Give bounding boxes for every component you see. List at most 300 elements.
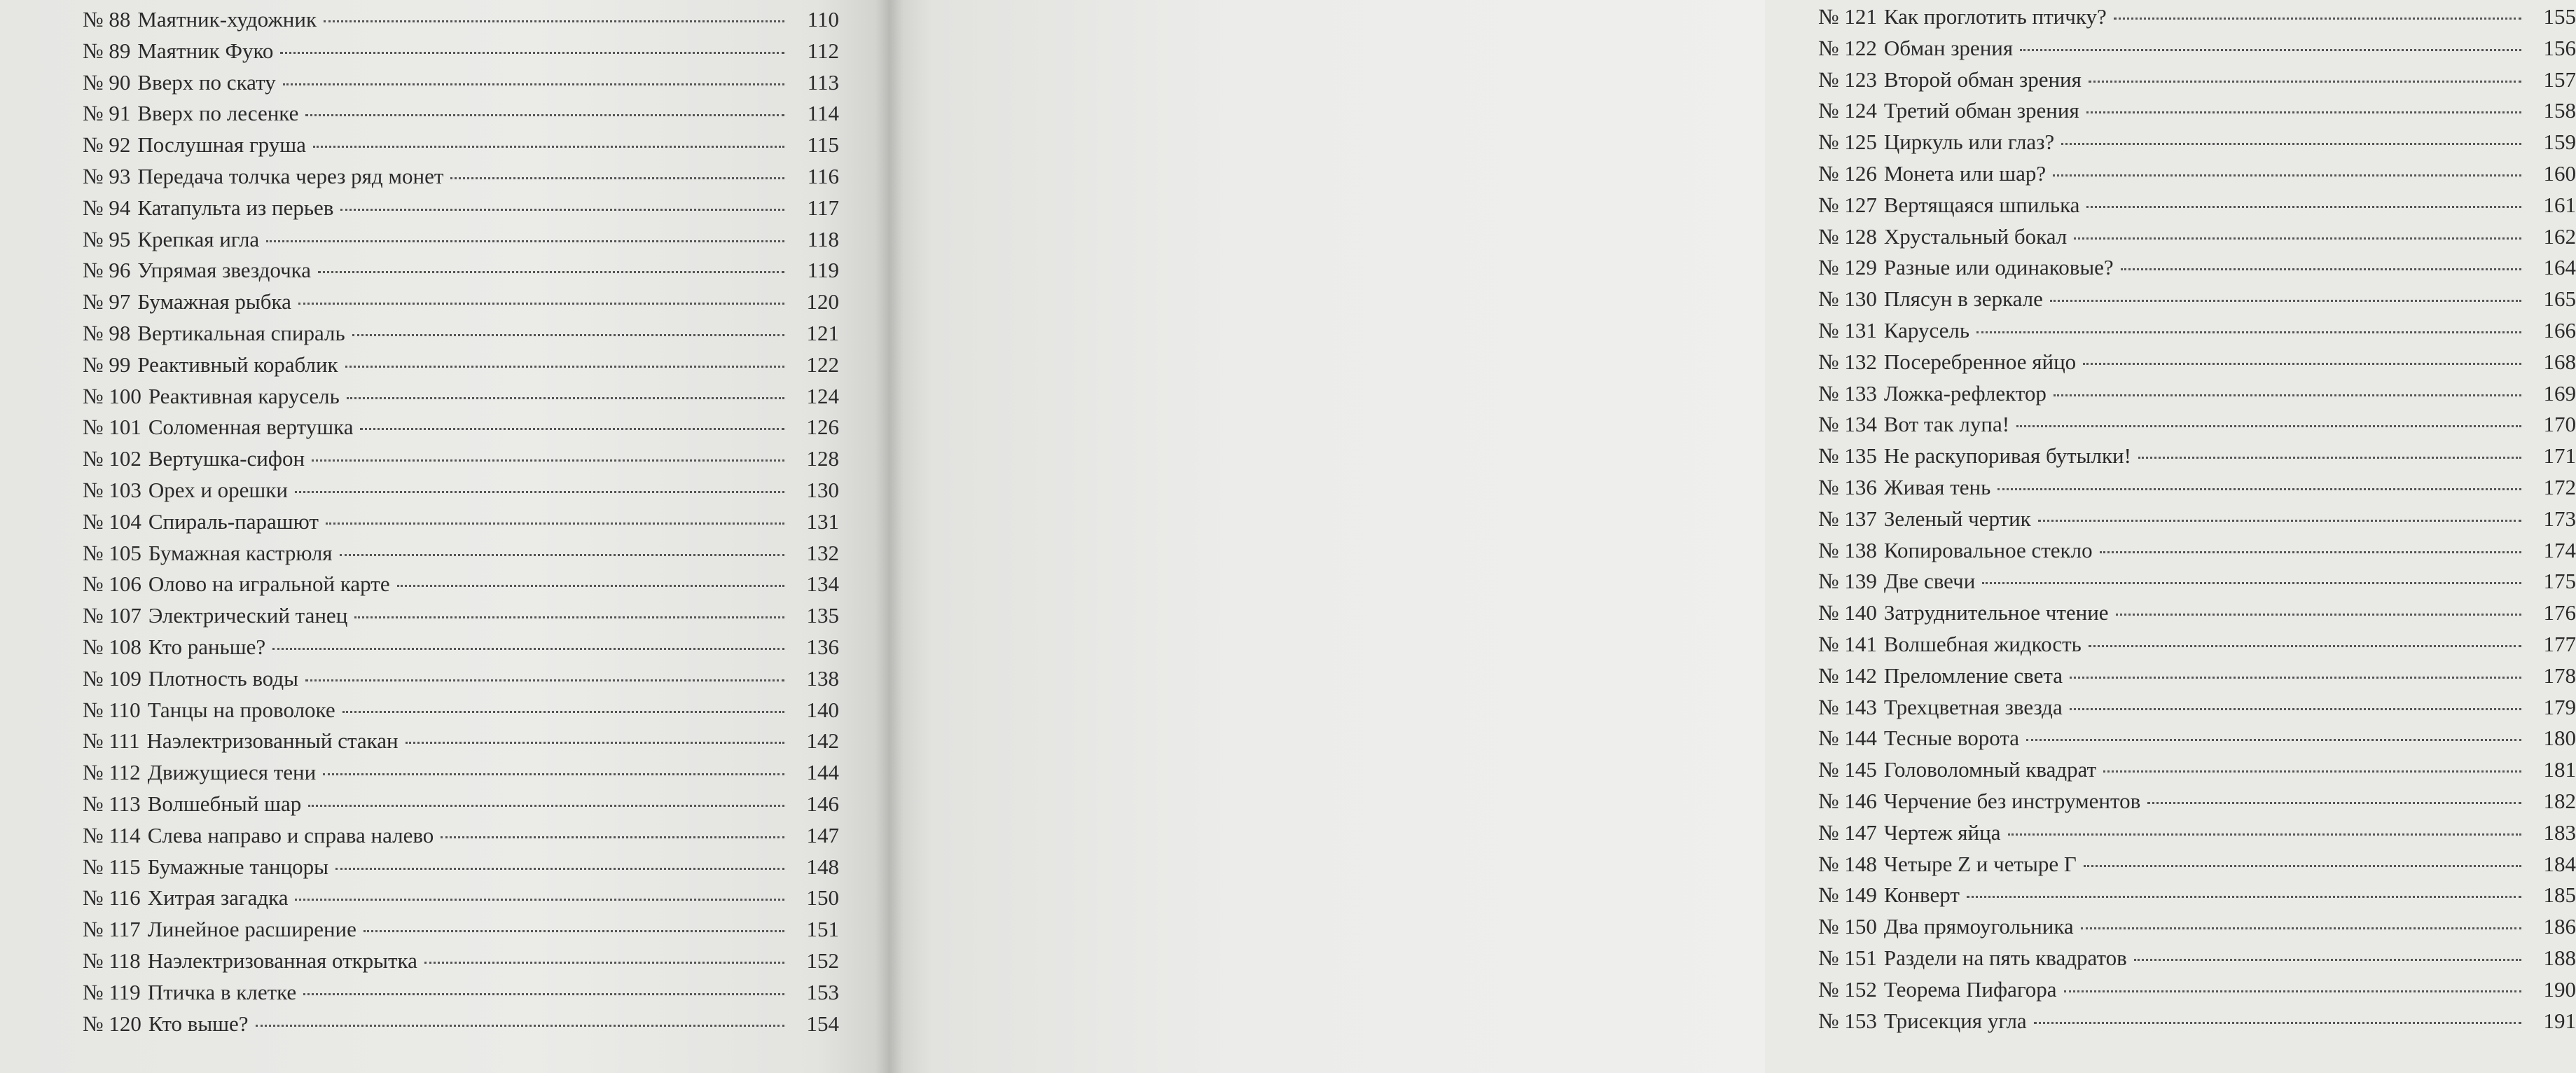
toc-dot-leader <box>2053 174 2521 176</box>
toc-entry-number: № 126 <box>1818 160 1877 186</box>
toc-entry-number: № 143 <box>1818 694 1877 719</box>
toc-dot-leader <box>283 83 784 85</box>
toc-entry-title: Электрический танец <box>148 603 348 628</box>
toc-entry-title: Теорема Пифагора <box>1883 976 2057 1002</box>
toc-entry-number: № 149 <box>1818 882 1877 908</box>
toc-entry-page: 122 <box>806 352 839 377</box>
toc-entry <box>1818 190 2576 221</box>
toc-entry-number: № 151 <box>1818 945 1877 970</box>
toc-dot-leader <box>272 648 784 650</box>
toc-entry-page: 121 <box>806 320 839 345</box>
toc-entry <box>83 632 839 663</box>
toc-entry-number: № 92 <box>83 132 131 158</box>
toc-entry <box>83 569 839 600</box>
toc-entry <box>83 820 839 852</box>
toc-entry-page: 132 <box>806 540 839 565</box>
toc-entry-title: Волшебный шар <box>147 791 302 816</box>
toc-entry-page: 126 <box>806 415 839 440</box>
toc-entry-page: 142 <box>806 728 839 754</box>
toc-entry-number: № 121 <box>1818 4 1877 29</box>
toc-entry-title: Живая тень <box>1883 474 1991 499</box>
toc-entry-number: № 95 <box>83 226 131 251</box>
toc-entry-title: Линейное расширение <box>147 917 356 942</box>
toc-dot-leader <box>2020 49 2521 51</box>
toc-entry-number: № 111 <box>83 728 140 754</box>
toc-entry-page: 188 <box>2543 945 2576 970</box>
toc-entry-number: № 132 <box>1818 349 1877 374</box>
toc-entry-title: Маятник-художник <box>137 7 317 32</box>
toc-entry-page: 113 <box>807 69 839 95</box>
toc-entry-page: 134 <box>806 572 839 597</box>
toc-dot-leader <box>2034 1022 2521 1024</box>
toc-dot-leader <box>2083 363 2521 365</box>
toc-entry <box>83 443 839 475</box>
toc-entry <box>1818 786 2576 817</box>
toc-dot-leader <box>2016 425 2521 427</box>
toc-dot-leader <box>280 52 784 54</box>
toc-entry-page: 130 <box>806 477 839 502</box>
toc-entry-page: 154 <box>806 1011 839 1036</box>
toc-entry <box>83 852 839 883</box>
toc-entry-page: 182 <box>2543 788 2576 813</box>
toc-entry-number: № 153 <box>1818 1008 1877 1033</box>
toc-entry-page: 112 <box>807 38 839 63</box>
toc-entry <box>1818 849 2576 880</box>
toc-entry-title: Разные или одинаковые? <box>1883 255 2114 280</box>
toc-entry-page: 161 <box>2543 192 2576 217</box>
toc-entry-title: Конверт <box>1883 882 1960 908</box>
toc-entry-number: № 147 <box>1818 819 1877 845</box>
toc-entry-page: 117 <box>807 195 839 220</box>
toc-entry-title: Вверх по лесенке <box>137 101 299 126</box>
toc-entry-number: № 102 <box>83 446 141 471</box>
toc-entry-title: Тесные ворота <box>1883 726 2020 751</box>
left-toc-list <box>83 4 839 1039</box>
toc-entry <box>83 663 839 695</box>
toc-entry <box>1818 284 2576 315</box>
toc-entry-title: Чертеж яйца <box>1883 819 2001 845</box>
toc-entry <box>83 1009 839 1040</box>
toc-entry-page: 140 <box>806 697 839 722</box>
toc-entry-page: 180 <box>2543 726 2576 751</box>
toc-entry-page: 136 <box>806 634 839 659</box>
toc-entry-number: № 91 <box>83 101 131 126</box>
toc-entry-title: Соломенная вертушка <box>148 415 354 440</box>
toc-entry-title: Движущиеся тени <box>147 760 317 785</box>
toc-entry-title: Зеленый чертик <box>1883 506 2031 531</box>
toc-dot-leader <box>424 962 784 964</box>
toc-entry-page: 172 <box>2543 474 2576 499</box>
toc-dot-leader <box>313 146 784 148</box>
toc-entry <box>1818 629 2576 660</box>
toc-entry-title: Реактивный кораблик <box>137 352 338 377</box>
toc-dot-leader <box>406 742 784 744</box>
toc-entry-page: 151 <box>806 917 839 942</box>
toc-dot-leader <box>256 1025 784 1027</box>
toc-entry-title: Бумажная кастрюля <box>148 540 333 565</box>
toc-entry-number: № 89 <box>83 38 131 63</box>
toc-dot-leader <box>2054 394 2521 396</box>
toc-entry-page: 114 <box>807 101 839 126</box>
toc-dot-leader <box>2084 865 2521 867</box>
toc-entry-number: № 120 <box>83 1011 141 1036</box>
toc-dot-leader <box>1982 582 2521 584</box>
left-page <box>0 0 888 1073</box>
right-page <box>888 0 2576 1073</box>
toc-dot-leader <box>1976 331 2521 333</box>
toc-entry-title: Вот так лупа! <box>1883 412 2010 437</box>
toc-entry-number: № 112 <box>83 760 141 785</box>
toc-entry-page: 159 <box>2543 130 2576 155</box>
toc-entry-title: Два прямоугольника <box>1883 914 2074 939</box>
toc-dot-leader <box>2086 111 2521 113</box>
toc-entry <box>1818 566 2576 597</box>
toc-entry-page: 191 <box>2543 1008 2576 1033</box>
toc-entry <box>83 224 839 256</box>
toc-entry <box>83 506 839 538</box>
toc-dot-leader <box>352 334 784 336</box>
toc-entry-number: № 136 <box>1818 474 1877 499</box>
toc-entry-page: 169 <box>2543 380 2576 406</box>
toc-entry <box>83 161 839 193</box>
toc-entry-title: Копировальное стекло <box>1883 537 2093 562</box>
toc-entry-title: Послушная груша <box>137 132 306 158</box>
toc-entry <box>1818 974 2576 1006</box>
toc-dot-leader <box>1997 488 2521 490</box>
toc-entry-number: № 140 <box>1818 600 1877 625</box>
toc-dot-leader <box>2134 959 2521 961</box>
toc-dot-leader <box>354 616 784 618</box>
toc-entry-number: № 138 <box>1818 537 1877 562</box>
toc-entry-number: № 129 <box>1818 255 1877 280</box>
toc-dot-leader <box>340 554 784 556</box>
toc-entry-page: 178 <box>2543 663 2576 688</box>
toc-entry-title: Четыре Z и четыре Г <box>1883 851 2077 876</box>
toc-entry <box>1818 221 2576 253</box>
toc-entry-number: № 124 <box>1818 98 1877 123</box>
toc-entry-title: Как проглотить птичку? <box>1883 4 2107 29</box>
toc-entry-number: № 123 <box>1818 67 1877 92</box>
toc-entry-number: № 150 <box>1818 914 1877 939</box>
toc-entry-page: 124 <box>806 383 839 408</box>
toc-entry-page: 156 <box>2543 35 2576 60</box>
toc-entry-number: № 109 <box>83 665 141 691</box>
toc-dot-leader <box>340 209 784 211</box>
toc-entry-title: Циркуль или глаз? <box>1883 130 2055 155</box>
toc-entry-page: 128 <box>806 446 839 471</box>
toc-entry <box>1818 723 2576 754</box>
toc-dot-leader <box>295 899 784 901</box>
toc-entry-title: Головоломный квадрат <box>1883 757 2097 782</box>
toc-entry <box>1818 817 2576 849</box>
toc-dot-leader <box>363 930 784 932</box>
toc-entry <box>1818 127 2576 158</box>
toc-entry-number: № 117 <box>83 917 141 942</box>
toc-entry-page: 150 <box>806 885 839 911</box>
toc-entry-number: № 93 <box>83 163 131 188</box>
toc-entry-page: 165 <box>2543 286 2576 312</box>
toc-entry-number: № 141 <box>1818 631 1877 656</box>
toc-entry-number: № 101 <box>83 415 141 440</box>
toc-entry <box>1818 347 2576 378</box>
toc-entry-page: 135 <box>806 603 839 628</box>
toc-entry <box>83 381 839 413</box>
toc-dot-leader <box>2103 770 2521 773</box>
toc-entry-number: № 145 <box>1818 757 1877 782</box>
toc-entry <box>83 977 839 1009</box>
toc-entry <box>1818 409 2576 441</box>
toc-entry <box>83 130 839 161</box>
toc-dot-leader <box>2070 708 2521 710</box>
toc-entry <box>83 538 839 569</box>
toc-entry <box>83 36 839 67</box>
toc-entry-page: 166 <box>2543 317 2576 342</box>
toc-entry-page: 148 <box>806 854 839 879</box>
toc-entry-page: 185 <box>2543 882 2576 908</box>
toc-dot-leader <box>312 459 784 462</box>
toc-entry-title: Спираль-парашют <box>148 508 319 534</box>
toc-entry-page: 118 <box>807 226 839 251</box>
toc-dot-leader <box>450 177 784 179</box>
toc-entry-number: № 127 <box>1818 192 1877 217</box>
toc-entry-page: 179 <box>2543 694 2576 719</box>
toc-dot-leader <box>347 397 784 399</box>
toc-entry-page: 115 <box>807 132 839 158</box>
toc-entry-page: 119 <box>807 258 839 283</box>
toc-entry-page: 147 <box>806 822 839 847</box>
toc-dot-leader <box>441 836 784 838</box>
toc-entry-number: № 135 <box>1818 443 1877 469</box>
toc-entry-title: Волшебная жидкость <box>1883 631 2082 656</box>
toc-entry-page: 144 <box>806 760 839 785</box>
toc-entry-title: Карусель <box>1883 317 1969 342</box>
toc-entry <box>1818 943 2576 974</box>
toc-dot-leader <box>2008 833 2522 836</box>
toc-entry-number: № 97 <box>83 289 131 314</box>
toc-entry-title: Танцы на проволоке <box>147 697 335 722</box>
toc-entry-number: № 134 <box>1818 412 1877 437</box>
toc-entry-number: № 96 <box>83 258 131 283</box>
toc-dot-leader <box>2070 677 2521 679</box>
toc-entry-title: Черчение без инструментов <box>1883 788 2141 813</box>
toc-dot-leader <box>2038 520 2521 522</box>
toc-entry <box>83 193 839 224</box>
toc-dot-leader <box>2100 551 2521 553</box>
toc-entry <box>83 757 839 789</box>
toc-entry-number: № 148 <box>1818 851 1877 876</box>
toc-entry-number: № 146 <box>1818 788 1877 813</box>
toc-entry-title: Третий обман зрения <box>1883 98 2079 123</box>
toc-entry <box>1818 754 2576 786</box>
toc-entry-number: № 118 <box>83 948 141 973</box>
toc-entry <box>1818 252 2576 284</box>
toc-entry-title: Вертящаяся шпилька <box>1883 192 2080 217</box>
toc-entry <box>83 98 839 130</box>
toc-entry-page: 146 <box>806 791 839 816</box>
toc-entry <box>1818 441 2576 472</box>
toc-entry-title: Обман зрения <box>1883 35 2014 60</box>
toc-entry <box>83 914 839 946</box>
toc-entry-number: № 137 <box>1818 506 1877 531</box>
toc-entry-page: 190 <box>2543 976 2576 1002</box>
toc-entry-page: 116 <box>807 163 839 188</box>
toc-entry-number: № 115 <box>83 854 141 879</box>
toc-dot-leader <box>360 428 784 430</box>
toc-entry-number: № 103 <box>83 477 141 502</box>
toc-entry-title: Кто раньше? <box>148 634 266 659</box>
toc-dot-leader <box>1967 896 2521 898</box>
toc-entry-title: Маятник Фуко <box>137 38 274 63</box>
toc-entry <box>83 412 839 443</box>
toc-entry <box>83 255 839 286</box>
toc-dot-leader <box>2121 268 2521 270</box>
toc-dot-leader <box>2089 645 2521 647</box>
toc-dot-leader <box>2086 206 2521 208</box>
toc-entry-number: № 98 <box>83 320 131 345</box>
toc-entry-number: № 107 <box>83 603 141 628</box>
toc-entry <box>1818 1006 2576 1037</box>
toc-entry <box>83 600 839 632</box>
toc-entry <box>83 946 839 977</box>
toc-entry-page: 181 <box>2543 757 2576 782</box>
toc-entry-number: № 139 <box>1818 569 1877 594</box>
toc-entry <box>83 349 839 381</box>
toc-entry-page: 186 <box>2543 914 2576 939</box>
toc-entry-title: Олово на игральной карте <box>148 572 390 597</box>
toc-entry-page: 173 <box>2543 506 2576 531</box>
toc-entry <box>1818 33 2576 64</box>
toc-entry-number: № 119 <box>83 979 141 1004</box>
toc-entry-title: Орех и орешки <box>148 477 288 502</box>
toc-entry-title: Наэлектризованная открытка <box>147 948 417 973</box>
toc-entry-page: 138 <box>806 665 839 691</box>
toc-entry-title: Трехцветная звезда <box>1883 694 2063 719</box>
toc-dot-leader <box>397 585 784 587</box>
toc-entry-title: Вверх по скату <box>137 69 276 95</box>
toc-entry-title: Посеребренное яйцо <box>1883 349 2077 374</box>
toc-entry-number: № 152 <box>1818 976 1877 1002</box>
toc-entry <box>1818 1 2576 33</box>
toc-entry <box>1818 315 2576 347</box>
toc-entry-title: Преломление света <box>1883 663 2063 688</box>
toc-entry-title: Слева направо и справа налево <box>147 822 434 847</box>
toc-entry-page: 171 <box>2543 443 2576 469</box>
toc-entry-number: № 116 <box>83 885 141 911</box>
toc-entry <box>1818 660 2576 692</box>
toc-dot-leader <box>2138 457 2521 459</box>
toc-dot-leader <box>2061 143 2521 145</box>
toc-entry-title: Плотность воды <box>148 665 299 691</box>
toc-entry-title: Вертушка-сифон <box>148 446 305 471</box>
toc-dot-leader <box>2089 81 2521 83</box>
toc-entry <box>83 789 839 820</box>
toc-entry-number: № 114 <box>83 822 141 847</box>
toc-entry-page: 164 <box>2543 255 2576 280</box>
toc-entry-number: № 90 <box>83 69 131 95</box>
toc-entry <box>1818 378 2576 410</box>
toc-entry-title: Передача толчка через ряд монет <box>137 163 444 188</box>
toc-entry-number: № 144 <box>1818 726 1877 751</box>
toc-entry-title: Ложка-рефлектор <box>1883 380 2047 406</box>
toc-dot-leader <box>308 805 784 807</box>
right-toc-list <box>1818 1 2576 1037</box>
toc-entry-number: № 99 <box>83 352 131 377</box>
toc-entry-page: 176 <box>2543 600 2576 625</box>
toc-entry-page: 162 <box>2543 223 2576 249</box>
toc-dot-leader <box>298 303 784 305</box>
toc-entry-title: Вертикальная спираль <box>137 320 345 345</box>
toc-dot-leader <box>2081 927 2521 929</box>
toc-entry-page: 174 <box>2543 537 2576 562</box>
toc-entry-title: Реактивная карусель <box>148 383 340 408</box>
toc-dot-leader <box>2026 739 2521 741</box>
toc-dot-leader <box>2064 990 2521 992</box>
toc-dot-leader <box>266 240 784 242</box>
toc-entry <box>1818 472 2576 504</box>
toc-dot-leader <box>2050 300 2521 302</box>
toc-dot-leader <box>295 491 784 493</box>
toc-entry <box>1818 64 2576 96</box>
toc-dot-leader <box>335 868 784 870</box>
toc-entry-title: Затруднительное чтение <box>1883 600 2109 625</box>
toc-dot-leader <box>2116 614 2521 616</box>
toc-entry-number: № 142 <box>1818 663 1877 688</box>
toc-entry-number: № 108 <box>83 634 141 659</box>
toc-entry <box>83 695 839 726</box>
toc-dot-leader <box>345 366 784 368</box>
toc-entry <box>1818 535 2576 567</box>
toc-entry <box>83 726 839 757</box>
toc-entry-title: Хитрая загадка <box>147 885 289 911</box>
toc-dot-leader <box>342 711 784 713</box>
toc-entry-page: 155 <box>2543 4 2576 29</box>
toc-entry-page: 177 <box>2543 631 2576 656</box>
toc-entry <box>1818 95 2576 127</box>
toc-entry-title: Крепкая игла <box>137 226 260 251</box>
toc-entry-number: № 105 <box>83 540 141 565</box>
toc-entry-page: 152 <box>806 948 839 973</box>
toc-entry <box>83 67 839 99</box>
toc-entry-number: № 122 <box>1818 35 1877 60</box>
toc-entry <box>1818 880 2576 911</box>
toc-entry <box>83 318 839 349</box>
toc-entry-page: 168 <box>2543 349 2576 374</box>
toc-entry-number: № 131 <box>1818 317 1877 342</box>
toc-entry-number: № 106 <box>83 572 141 597</box>
toc-entry-title: Не раскупоривая бутылки! <box>1883 443 2131 469</box>
toc-dot-leader <box>323 773 784 775</box>
toc-entry-page: 160 <box>2543 160 2576 186</box>
toc-entry-title: Кто выше? <box>148 1011 249 1036</box>
toc-entry-page: 170 <box>2543 412 2576 437</box>
toc-entry-title: Плясун в зеркале <box>1883 286 2043 312</box>
toc-entry-title: Птичка в клетке <box>147 979 297 1004</box>
toc-entry-title: Монета или шар? <box>1883 160 2047 186</box>
toc-entry-page: 120 <box>806 289 839 314</box>
toc-entry-title: Раздели на пять квадратов <box>1883 945 2127 970</box>
toc-entry <box>1818 158 2576 190</box>
toc-dot-leader <box>2114 18 2521 20</box>
toc-entry <box>83 4 839 36</box>
toc-entry <box>83 475 839 506</box>
toc-entry-title: Хрустальный бокал <box>1883 223 2068 249</box>
toc-entry-number: № 130 <box>1818 286 1877 312</box>
toc-entry-page: 158 <box>2543 98 2576 123</box>
toc-entry-number: № 113 <box>83 791 141 816</box>
toc-entry-number: № 94 <box>83 195 131 220</box>
toc-entry-number: № 104 <box>83 508 141 534</box>
toc-entry-number: № 100 <box>83 383 141 408</box>
